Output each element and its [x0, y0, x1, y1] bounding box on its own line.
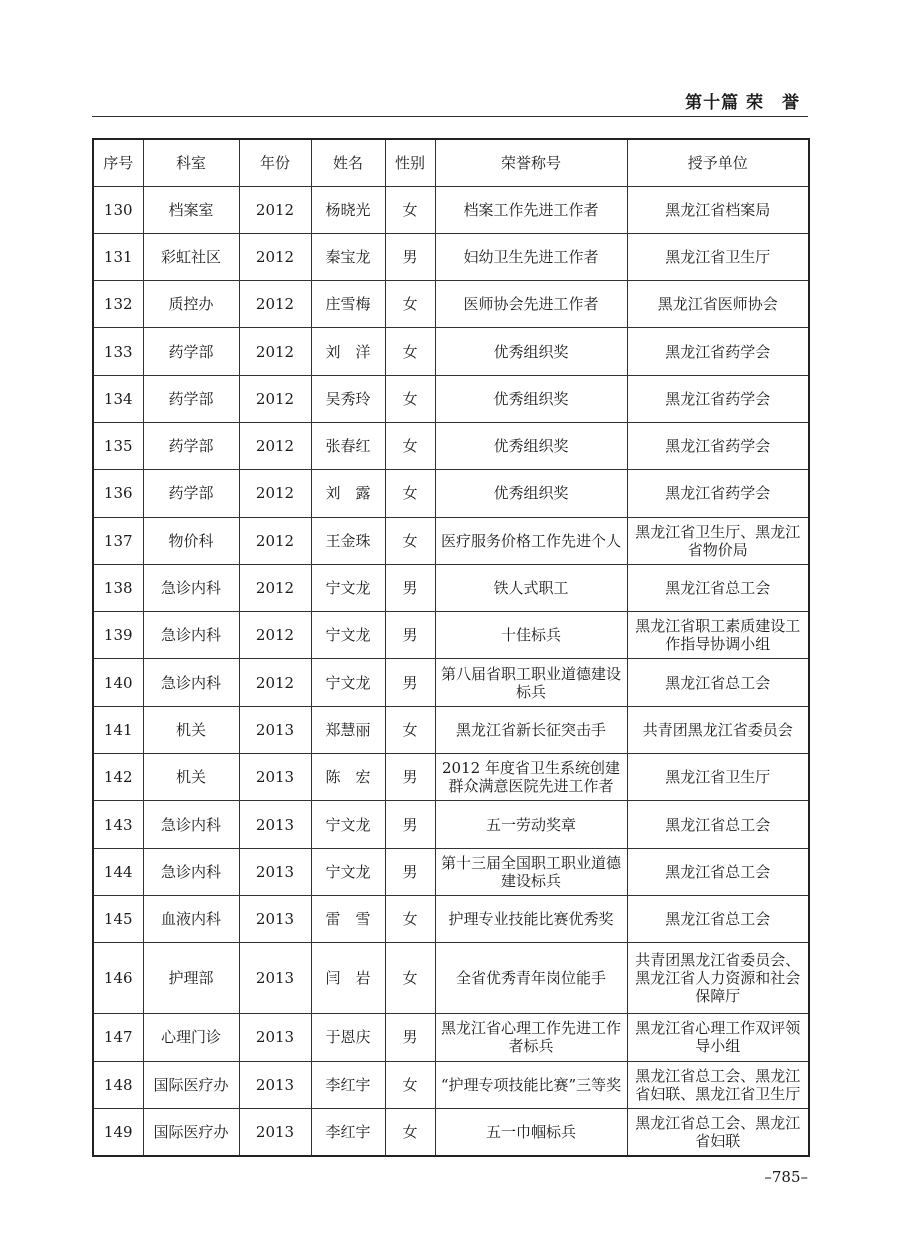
table-row — [93, 564, 809, 611]
column-header-honor-title: 荣誉称号 — [435, 139, 627, 186]
table-row — [93, 1108, 809, 1155]
honor-title-cell: 五一巾帼标兵 — [435, 1108, 627, 1155]
running-header — [92, 86, 808, 114]
name-cell: 李红宇 — [311, 1061, 385, 1108]
index-cell: 131 — [93, 233, 143, 280]
gender-cell: 女 — [385, 470, 435, 517]
name-cell: 王金珠 — [311, 517, 385, 564]
year-cell: 2013 — [239, 801, 311, 848]
gender-cell: 男 — [385, 848, 435, 895]
awarding-body-cell: 黑龙江省总工会 — [627, 848, 809, 895]
honors-table — [92, 138, 810, 1157]
page-number: –785– — [764, 1168, 808, 1186]
table-row — [93, 895, 809, 942]
awarding-body-cell: 黑龙江省药学会 — [627, 375, 809, 422]
name-cell: 张春红 — [311, 422, 385, 469]
index-cell: 134 — [93, 375, 143, 422]
index-cell: 149 — [93, 1108, 143, 1155]
table-row — [93, 943, 809, 1014]
column-header-department: 科室 — [143, 139, 239, 186]
department-cell: 急诊内科 — [143, 848, 239, 895]
awarding-body-cell: 黑龙江省药学会 — [627, 422, 809, 469]
name-cell: 李红宇 — [311, 1108, 385, 1155]
honor-title-cell: 医疗服务价格工作先进个人 — [435, 517, 627, 564]
table-row — [93, 328, 809, 375]
year-cell: 2013 — [239, 706, 311, 753]
header-divider — [92, 116, 808, 117]
name-cell: 于恩庆 — [311, 1014, 385, 1061]
year-cell: 2012 — [239, 517, 311, 564]
name-cell: 吴秀玲 — [311, 375, 385, 422]
awarding-body-cell: 共青团黑龙江省委员会、黑龙江省人力资源和社会保障厅 — [627, 943, 809, 1014]
name-cell: 闫 岩 — [311, 943, 385, 1014]
index-cell: 141 — [93, 706, 143, 753]
year-cell: 2013 — [239, 848, 311, 895]
index-cell: 135 — [93, 422, 143, 469]
year-cell: 2013 — [239, 943, 311, 1014]
index-cell: 136 — [93, 470, 143, 517]
name-cell: 宁文龙 — [311, 564, 385, 611]
year-cell: 2012 — [239, 564, 311, 611]
index-cell: 132 — [93, 281, 143, 328]
awarding-body-cell: 黑龙江省职工素质建设工作指导协调小组 — [627, 612, 809, 659]
column-header-name: 姓名 — [311, 139, 385, 186]
name-cell: 杨晓光 — [311, 186, 385, 233]
department-cell: 国际医疗办 — [143, 1061, 239, 1108]
column-header-index: 序号 — [93, 139, 143, 186]
department-cell: 质控办 — [143, 281, 239, 328]
index-cell: 147 — [93, 1014, 143, 1061]
gender-cell: 女 — [385, 1108, 435, 1155]
table-header-row — [93, 139, 809, 186]
index-cell: 143 — [93, 801, 143, 848]
awarding-body-cell: 黑龙江省档案局 — [627, 186, 809, 233]
year-cell: 2013 — [239, 1108, 311, 1155]
table-row — [93, 612, 809, 659]
department-cell: 药学部 — [143, 375, 239, 422]
awarding-body-cell: 黑龙江省药学会 — [627, 470, 809, 517]
honor-title-cell: 黑龙江省新长征突击手 — [435, 706, 627, 753]
table-row — [93, 848, 809, 895]
awarding-body-cell: 黑龙江省总工会 — [627, 801, 809, 848]
year-cell: 2012 — [239, 186, 311, 233]
department-cell: 药学部 — [143, 328, 239, 375]
year-cell: 2013 — [239, 754, 311, 801]
honor-title-cell: 妇幼卫生先进工作者 — [435, 233, 627, 280]
index-cell: 137 — [93, 517, 143, 564]
year-cell: 2012 — [239, 233, 311, 280]
table-row — [93, 659, 809, 706]
index-cell: 140 — [93, 659, 143, 706]
department-cell: 药学部 — [143, 422, 239, 469]
honor-title-cell: 五一劳动奖章 — [435, 801, 627, 848]
awarding-body-cell: 黑龙江省总工会 — [627, 895, 809, 942]
gender-cell: 男 — [385, 801, 435, 848]
awarding-body-cell: 黑龙江省药学会 — [627, 328, 809, 375]
gender-cell: 女 — [385, 375, 435, 422]
year-cell: 2013 — [239, 1014, 311, 1061]
name-cell: 宁文龙 — [311, 801, 385, 848]
index-cell: 145 — [93, 895, 143, 942]
department-cell: 护理部 — [143, 943, 239, 1014]
honor-title-cell: “护理专项技能比赛”三等奖 — [435, 1061, 627, 1108]
index-cell: 133 — [93, 328, 143, 375]
year-cell: 2012 — [239, 375, 311, 422]
year-cell: 2012 — [239, 659, 311, 706]
table-row — [93, 517, 809, 564]
gender-cell: 男 — [385, 1014, 435, 1061]
department-cell: 血液内科 — [143, 895, 239, 942]
gender-cell: 男 — [385, 564, 435, 611]
name-cell: 郑慧丽 — [311, 706, 385, 753]
honor-title-cell: 护理专业技能比赛优秀奖 — [435, 895, 627, 942]
table-row — [93, 422, 809, 469]
table-row — [93, 801, 809, 848]
department-cell: 急诊内科 — [143, 801, 239, 848]
gender-cell: 女 — [385, 422, 435, 469]
awarding-body-cell: 黑龙江省医师协会 — [627, 281, 809, 328]
table-row — [93, 706, 809, 753]
department-cell: 急诊内科 — [143, 659, 239, 706]
honor-title-cell: 优秀组织奖 — [435, 375, 627, 422]
name-cell: 宁文龙 — [311, 612, 385, 659]
gender-cell: 女 — [385, 1061, 435, 1108]
awarding-body-cell: 黑龙江省卫生厅 — [627, 754, 809, 801]
department-cell: 档案室 — [143, 186, 239, 233]
gender-cell: 男 — [385, 612, 435, 659]
department-cell: 药学部 — [143, 470, 239, 517]
index-cell: 138 — [93, 564, 143, 611]
department-cell: 机关 — [143, 754, 239, 801]
table-row — [93, 233, 809, 280]
chapter-title: 第十篇 荣 誉 — [685, 93, 800, 113]
gender-cell: 男 — [385, 233, 435, 280]
honor-title-cell: 优秀组织奖 — [435, 470, 627, 517]
year-cell: 2012 — [239, 612, 311, 659]
gender-cell: 女 — [385, 895, 435, 942]
awarding-body-cell: 共青团黑龙江省委员会 — [627, 706, 809, 753]
name-cell: 雷 雪 — [311, 895, 385, 942]
gender-cell: 女 — [385, 328, 435, 375]
name-cell: 宁文龙 — [311, 659, 385, 706]
department-cell: 急诊内科 — [143, 564, 239, 611]
year-cell: 2013 — [239, 1061, 311, 1108]
department-cell: 机关 — [143, 706, 239, 753]
name-cell: 刘 洋 — [311, 328, 385, 375]
gender-cell: 女 — [385, 943, 435, 1014]
table-row — [93, 1014, 809, 1061]
department-cell: 彩虹社区 — [143, 233, 239, 280]
awarding-body-cell: 黑龙江省卫生厅、黑龙江省物价局 — [627, 517, 809, 564]
honor-title-cell: 2012 年度省卫生系统创建群众满意医院先进工作者 — [435, 754, 627, 801]
table-row — [93, 1061, 809, 1108]
table-row — [93, 470, 809, 517]
department-cell: 国际医疗办 — [143, 1108, 239, 1155]
gender-cell: 女 — [385, 281, 435, 328]
honor-title-cell: 黑龙江省心理工作先进工作者标兵 — [435, 1014, 627, 1061]
index-cell: 142 — [93, 754, 143, 801]
honor-title-cell: 优秀组织奖 — [435, 422, 627, 469]
gender-cell: 女 — [385, 517, 435, 564]
table-row — [93, 375, 809, 422]
honor-title-cell: 档案工作先进工作者 — [435, 186, 627, 233]
honor-title-cell: 医师协会先进工作者 — [435, 281, 627, 328]
department-cell: 急诊内科 — [143, 612, 239, 659]
table-row — [93, 186, 809, 233]
index-cell: 146 — [93, 943, 143, 1014]
name-cell: 宁文龙 — [311, 848, 385, 895]
year-cell: 2012 — [239, 470, 311, 517]
gender-cell: 男 — [385, 754, 435, 801]
gender-cell: 女 — [385, 186, 435, 233]
year-cell: 2012 — [239, 328, 311, 375]
table-row — [93, 754, 809, 801]
awarding-body-cell: 黑龙江省总工会、黑龙江省妇联、黑龙江省卫生厅 — [627, 1061, 809, 1108]
honor-title-cell: 全省优秀青年岗位能手 — [435, 943, 627, 1014]
gender-cell: 男 — [385, 659, 435, 706]
honor-title-cell: 优秀组织奖 — [435, 328, 627, 375]
honor-title-cell: 第八届省职工职业道德建设标兵 — [435, 659, 627, 706]
awarding-body-cell: 黑龙江省总工会、黑龙江省妇联 — [627, 1108, 809, 1155]
awarding-body-cell: 黑龙江省总工会 — [627, 659, 809, 706]
honor-title-cell: 第十三届全国职工职业道德建设标兵 — [435, 848, 627, 895]
column-header-awarding-body: 授予单位 — [627, 139, 809, 186]
name-cell: 刘 露 — [311, 470, 385, 517]
index-cell: 144 — [93, 848, 143, 895]
name-cell: 秦宝龙 — [311, 233, 385, 280]
honor-title-cell: 铁人式职工 — [435, 564, 627, 611]
index-cell: 139 — [93, 612, 143, 659]
year-cell: 2013 — [239, 895, 311, 942]
name-cell: 庄雪梅 — [311, 281, 385, 328]
table-body — [93, 186, 809, 1156]
gender-cell: 女 — [385, 706, 435, 753]
year-cell: 2012 — [239, 422, 311, 469]
department-cell: 心理门诊 — [143, 1014, 239, 1061]
index-cell: 130 — [93, 186, 143, 233]
name-cell: 陈 宏 — [311, 754, 385, 801]
awarding-body-cell: 黑龙江省心理工作双评领导小组 — [627, 1014, 809, 1061]
honor-title-cell: 十佳标兵 — [435, 612, 627, 659]
index-cell: 148 — [93, 1061, 143, 1108]
column-header-gender: 性别 — [385, 139, 435, 186]
year-cell: 2012 — [239, 281, 311, 328]
column-header-year: 年份 — [239, 139, 311, 186]
awarding-body-cell: 黑龙江省卫生厅 — [627, 233, 809, 280]
department-cell: 物价科 — [143, 517, 239, 564]
awarding-body-cell: 黑龙江省总工会 — [627, 564, 809, 611]
table-row — [93, 281, 809, 328]
